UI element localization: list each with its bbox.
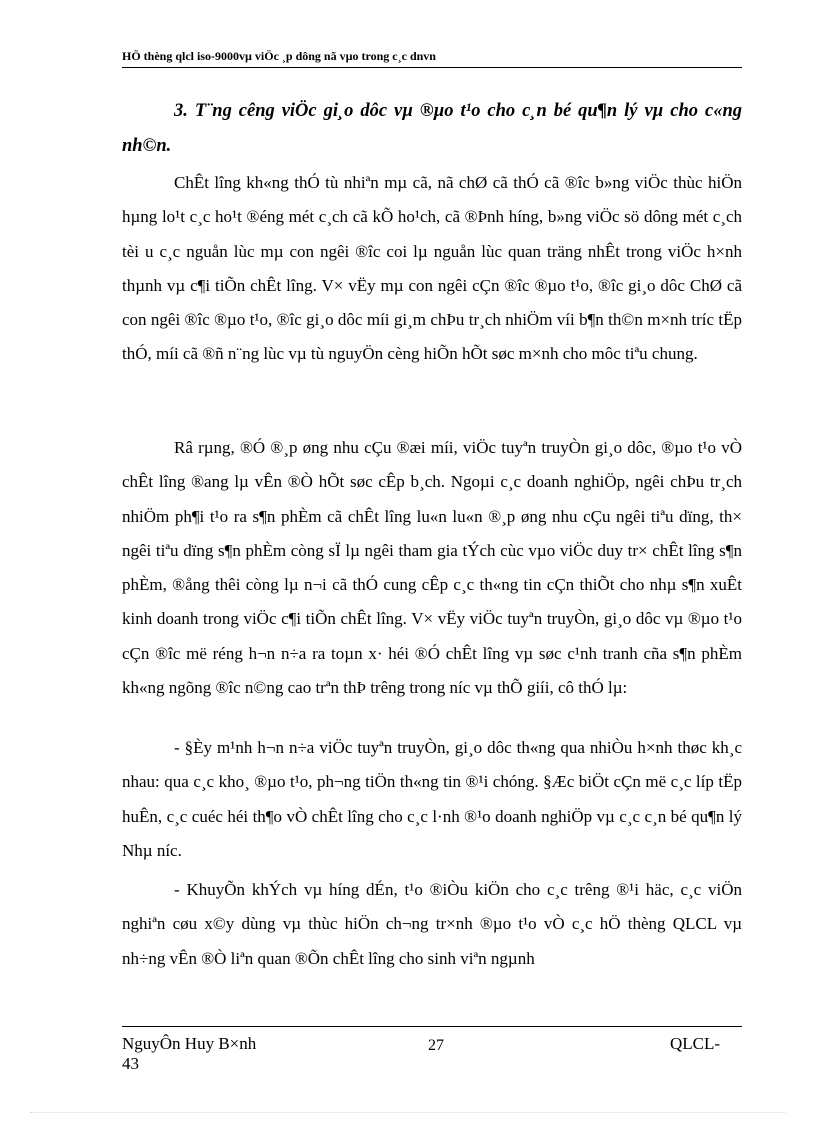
page-number: 27 [428,1037,444,1054]
footer-class-code: QLCL- [670,1034,721,1053]
body-paragraph-4: - KhuyÕn khÝch vµ híng dÉn, t¹o ®iÒu kiÖn cho c¸c trêng ®¹i häc, c¸c viÖn nghiªn cøu x©y dùng vµ thùc hiÖn ch¬ng tr×nh ®µo t¹o vÒ c¸c hÖ thèng QLCL vµ nh÷ng vÊn ®Ò liªn quan ®Õn chÊt lîng cho sinh viªn ngµnh [122,880,742,968]
footer-author-suffix: 43 [122,1054,139,1073]
footer-author-name: NguyÔn Huy B×nh [122,1034,257,1053]
section-heading: 3. T¨ng cêng viÖc gi¸o dôc vµ ®µo t¹o cho c¸n bé qu¶n lý vµ cho c«ng nh©n. [122,101,742,156]
body-paragraph-1: ChÊt lîng kh«ng thÓ tù nhiªn mµ cã, nã chØ cã thÓ cã ®îc b»ng viÖc thùc hiÖn hµng lo¹t c¸c ho¹t ®éng mét c¸ch cã kÕ ho¹ch, cã ®Þnh híng, b»ng viÖc sö dông mét c¸ch tèi u c¸c nguån lùc mµ con ngêi ®îc coi lµ nguån lùc quan träng nhÊt trong viÖc h×nh thµnh vµ c¶i tiÕn chÊt lîng. V× vËy mµ con ngêi cÇn ®îc ®µo t¹o, ®îc gi¸o dôc ChØ cã con ngêi ®îc ®µo t¹o, ®îc gi¸o dôc míi gi¸m chÞu tr¸ch nhiÖm víi b¶n th©n m×nh tríc tËp thÓ, míi cã ®ñ n¨ng lùc vµ tù nguyÖn cèng hiÕn hÕt søc m×nh cho môc tiªu chung. [122,173,742,364]
running-header: HÖ thèng qlcl iso-9000vµ viÖc ¸p dông nã vµo trong c¸c dnvn [122,49,436,63]
body-paragraph-3: - §Èy m¹nh h¬n n÷a viÖc tuyªn truyÒn, gi¸o dôc th«ng qua nhiÒu h×nh thøc kh¸c nhau: qua c¸c kho¸ ®µo t¹o, ph¬ng tiÖn th«ng tin ®¹i chóng. §Æc biÖt cÇn më c¸c líp tËp huÊn, c¸c cuéc héi th¶o vÒ chÊt lîng cho c¸c l·nh ®¹o doanh nghiÖp vµ c¸c c¸n bé qu¶n lý Nhµ níc. [122,738,742,860]
body-paragraph-2: Râ rµng, ®Ó ®¸p øng nhu cÇu ®æi míi, viÖc tuyªn truyÒn gi¸o dôc, ®µo t¹o vÒ chÊt lîng ®ang lµ vÊn ®Ò hÕt søc cÊp b¸ch. Ngoµi c¸c doanh nghiÖp, ngêi chÞu tr¸ch nhiÖm ph¶i t¹o ra s¶n phÈm cã chÊt lîng lu«n lu«n ®¸p øng nhu cÇu ngêi tiªu dïng, th× ngêi tiªu dïng s¶n phÈm còng sÏ lµ ngêi tham gia tÝch cùc vµo viÖc duy tr× chÊt lîng s¶n phÈm, ®ång thêi còng lµ n¬i cã thÓ cung cÊp c¸c th«ng tin cÇn thiÕt cho nhµ s¶n xuÊt kinh doanh trong viÖc c¶i tiÕn chÊt lîng. V× vËy viÖc tuyªn truyÒn, gi¸o dôc vµ ®µo t¹o cÇn ®îc më réng h¬n n÷a ra toµn x· héi ®Ó chÊt lîng vµ søc c¹nh tranh cña s¶n phÈm kh«ng ngõng ®îc n©ng cao trªn thÞ trêng trong níc vµ thÕ giíi, cô thÓ lµ: [122,438,742,698]
page-bottom-border [30,1112,786,1113]
header-divider [122,67,742,68]
footer-divider [122,1026,742,1027]
footer-author [122,1034,292,1074]
